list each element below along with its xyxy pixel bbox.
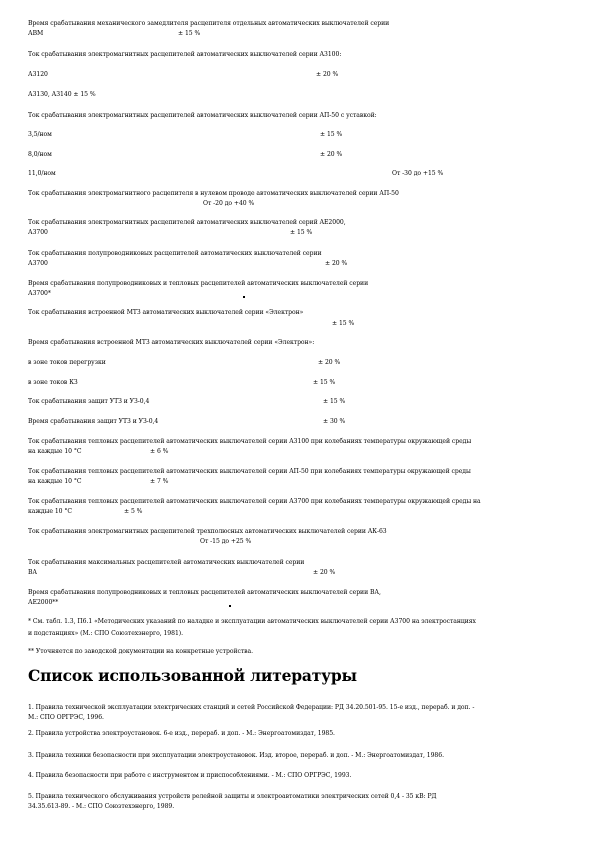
tolerance-value: От -20 до +40 % [203, 200, 255, 207]
series-label: А3700 [28, 229, 48, 236]
tolerance-value: ± 15 % [320, 131, 343, 138]
text-line: Время срабатывания встроенной МТЗ автоматических выключателей серии «Электрон»: [28, 339, 315, 346]
series-label: А3700* [28, 290, 51, 297]
setting-label: 3,5/ном [28, 131, 52, 138]
tolerance-value: От -15 до +25 % [200, 538, 252, 545]
footnote: * См. табл. 1.3, П6.1 «Методических указаний по наладке и эксплуатации автоматических выключателей серии А3700 на электростанциях [28, 618, 476, 625]
tolerance-value: ± 20 % [318, 359, 341, 366]
tolerance-value: От -30 до +15 % [392, 170, 444, 177]
zone-label: в зоне токов КЗ [28, 379, 78, 386]
text-line: Ток срабатывания максимальных расцепителей автоматических выключателей серии [28, 559, 305, 566]
series-label: А3120 [28, 71, 48, 78]
tolerance-value: ± 15 % [332, 320, 355, 327]
references-heading: Список использованной литературы [28, 666, 357, 685]
text-line: Время срабатывания механического замедлителя расцепителя отдельных автоматических выключателей серии [28, 20, 390, 27]
text-line: Ток срабатывания встроенной МТЗ автоматических выключателей серии «Электрон» [28, 309, 304, 316]
tolerance-value: ± 20 % [325, 260, 348, 267]
tolerance-value: ± 20 % [313, 569, 336, 576]
series-label: АВМ [28, 30, 44, 37]
text-line: Ток срабатывания тепловых расцепителей автоматических выключателей серии А3700 при колебаниях температуры окружающей среды на [28, 498, 481, 505]
reference-item: 4. Правила безопасности при работе с инструментом и приспособлениями. - М.: СПО ОРГРЭС, 1993. [28, 772, 352, 779]
text-line: А3130, А3140 ± 15 % [28, 91, 96, 98]
text-line: на каждые 10 °С [28, 448, 82, 455]
tolerance-value: ± 30 % [323, 418, 346, 425]
tolerance-value: ± 6 % [150, 448, 169, 455]
setting-label: 11,0/ном [28, 170, 56, 177]
dot-mark [229, 605, 231, 607]
tolerance-value: ± 15 % [313, 379, 336, 386]
text-line: Время срабатывания защит УТЗ и УЗ-0,4 [28, 418, 159, 425]
dot-mark [243, 296, 245, 298]
text-line: Ток срабатывания тепловых расцепителей автоматических выключателей серии А3100 при колебаниях температуры окружающей среды [28, 438, 472, 445]
reference-item: 34.35.613-89. - М.: СПО Союзтехэнерго, 1989. [28, 803, 175, 810]
tolerance-value: ± 5 % [124, 508, 143, 515]
text-line: каждые 10 °С [28, 508, 72, 515]
text-line: Ток срабатывания электромагнитных расцепителей автоматических выключателей серий АЕ2000, [28, 219, 346, 226]
tolerance-value: ± 15 % [178, 30, 201, 37]
text-line: на каждые 10 °С [28, 478, 82, 485]
footnote: и подстанциях» (М.: СПО Союзтехэнерго, 1981). [28, 630, 184, 637]
reference-item: 5. Правила технического обслуживания устройств релейной защиты и электроавтоматики электрических сетей 0,4 - 35 кВ: РД [28, 793, 437, 800]
tolerance-value: ± 20 % [316, 71, 339, 78]
text-line: Ток срабатывания защит УТЗ и УЗ-0,4 [28, 398, 150, 405]
tolerance-value: ± 15 % [290, 229, 313, 236]
series-label: АЕ2000** [28, 599, 59, 606]
reference-item: 2. Правила устройства электроустановок. 6-е изд., перераб. и доп. - М.: Энергоатомиздат, 1985. [28, 730, 335, 737]
text-line: Ток срабатывания тепловых расцепителей автоматических выключателей серии АП-50 при колебаниях температуры окружающей среды [28, 468, 471, 475]
tolerance-value: ± 7 % [150, 478, 169, 485]
reference-item: М.: СПО ОРГРЭС, 1996. [28, 714, 104, 721]
tolerance-value: ± 20 % [320, 151, 343, 158]
text-line: Ток срабатывания полупроводниковых расцепителей автоматических выключателей серии [28, 250, 322, 257]
text-line: Ток срабатывания электромагнитных расцепителей трехполюсных автоматических выключателей серии АК-63 [28, 528, 387, 535]
reference-item: 3. Правила техники безопасности при эксплуатации электроустановок. Изд. второе, перераб. и доп. - М.: Энергоатомиздат, 1986. [28, 752, 444, 759]
reference-item: 1. Правила технической эксплуатации электрических станций и сетей Российской Федерации: РД 34.20.501-95. 15-е изд., перераб. и доп. - [28, 704, 475, 711]
text-line: Время срабатывания полупроводниковых и тепловых расцепителей автоматических выключателей серии [28, 280, 369, 287]
series-label: ВА [28, 569, 37, 576]
series-label: А3700 [28, 260, 48, 267]
footnote: ** Уточняется по заводской документации на конкретные устройства. [28, 648, 253, 655]
text-line: Ток срабатывания электромагнитных расцепителей автоматических выключателей серии АП-50 с уставкой: [28, 112, 377, 119]
text-line: Время срабатывания полупроводниковых и тепловых расцепителей автоматических выключателей серии ВА, [28, 589, 381, 596]
tolerance-value: ± 15 % [323, 398, 346, 405]
text-line: Ток срабатывания электромагнитного расцепителя в нулевом проводе автоматических выключателей серии АП-50 [28, 190, 399, 197]
text-line: Ток срабатывания электромагнитных расцепителей автоматических выключателей серии А3100: [28, 51, 342, 58]
zone-label: в зоне токов перегрузки [28, 359, 106, 366]
setting-label: 8,0/ном [28, 151, 52, 158]
